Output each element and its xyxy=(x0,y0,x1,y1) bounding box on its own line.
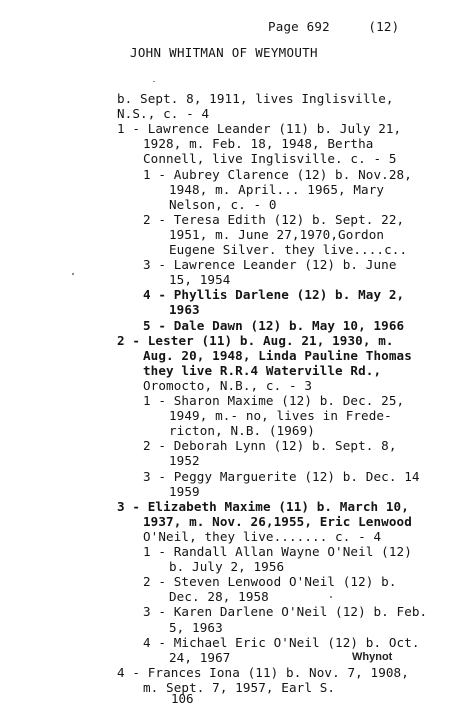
text-line: 4 - Phyllis Darlene (12) b. May 2, xyxy=(143,287,405,303)
text-line: 1 - Lawrence Leander (11) b. July 21, xyxy=(117,121,402,137)
text-line: 5 - Dale Dawn (12) b. May 10, 1966 xyxy=(143,317,405,333)
text-line: 1948, m. April... 1965, Mary xyxy=(169,181,385,197)
text-line: 1949, m.- no, lives in Frede- xyxy=(169,408,392,424)
text-line: Eugene Silver. they live....c.. xyxy=(169,242,408,257)
text-line: ricton, N.B. (1969) xyxy=(169,423,315,439)
text-line: m. Sept. 7, 1957, Earl S. xyxy=(143,679,336,695)
text-line: 4 - Frances Iona (11) b. Nov. 7, 1908, xyxy=(117,664,409,680)
text-line: 3 - Elizabeth Maxime (11) b. March 10, xyxy=(117,498,409,514)
text-line: 2 - Steven Lenwood O'Neil (12) b. xyxy=(143,574,397,590)
page-header-label: Page 692 (12) xyxy=(268,19,400,34)
text-line: Aug. 20, 1948, Linda Pauline Thomas xyxy=(143,347,412,363)
scan-speck xyxy=(330,596,332,598)
text-line: 1951, m. June 27,1970,Gordon xyxy=(169,226,385,242)
text-line: 1963 xyxy=(169,302,200,318)
text-line: 1952 xyxy=(169,453,200,469)
text-line: 5, 1963 xyxy=(169,619,223,635)
text-line: 15, 1954 xyxy=(169,272,231,288)
text-line: 1 - Aubrey Clarence (12) b. Nov.28, xyxy=(143,166,412,182)
text-line: they live R.R.4 Waterville Rd., xyxy=(143,362,382,378)
scan-speck xyxy=(153,81,155,82)
text-line: b. July 2, 1956 xyxy=(169,559,285,575)
text-line: 24, 1967 xyxy=(169,649,231,665)
text-line: 1959 xyxy=(169,483,200,499)
text-line: 4 - Michael Eric O'Neil (12) b. Oct. xyxy=(143,634,420,650)
text-line: 1928, m. Feb. 18, 1948, Bertha xyxy=(143,136,374,152)
text-line: 2 - Lester (11) b. Aug. 21, 1930, m. xyxy=(117,332,394,348)
text-line: 3 - Lawrence Leander (12) b. June xyxy=(143,257,397,273)
text-line: Dec. 28, 1958 xyxy=(169,589,269,605)
text-line: Oromocto, N.B., c. - 3 xyxy=(143,377,313,393)
text-line: O'Neil, they live....... c. - 4 xyxy=(143,528,382,544)
text-line: b. Sept. 8, 1911, lives Inglisville, xyxy=(117,91,394,106)
text-line: N.S., c. - 4 xyxy=(117,106,210,122)
text-line: 3 - Peggy Marguerite (12) b. Dec. 14 xyxy=(143,468,420,484)
scan-speck xyxy=(72,273,74,275)
text-line: 3 - Karen Darlene O'Neil (12) b. Feb. xyxy=(143,604,428,620)
page-title: JOHN WHITMAN OF WEYMOUTH xyxy=(130,45,318,60)
text-line: Nelson, c. - 0 xyxy=(169,196,277,212)
text-line: 2 - Deborah Lynn (12) b. Sept. 8, xyxy=(143,438,397,454)
text-line: 1937, m. Nov. 26,1955, Eric Lenwood xyxy=(143,513,412,529)
text-line: Connell, live Inglisville. c. - 5 xyxy=(143,151,397,167)
handwritten-note: Whynot xyxy=(352,651,393,663)
text-line: 1 - Randall Allan Wayne O'Neil (12) xyxy=(143,544,412,559)
text-line: 2 - Teresa Edith (12) b. Sept. 22, xyxy=(143,211,405,227)
page-number: 106 xyxy=(171,691,194,706)
text-line: 1 - Sharon Maxime (12) b. Dec. 25, xyxy=(143,393,405,408)
